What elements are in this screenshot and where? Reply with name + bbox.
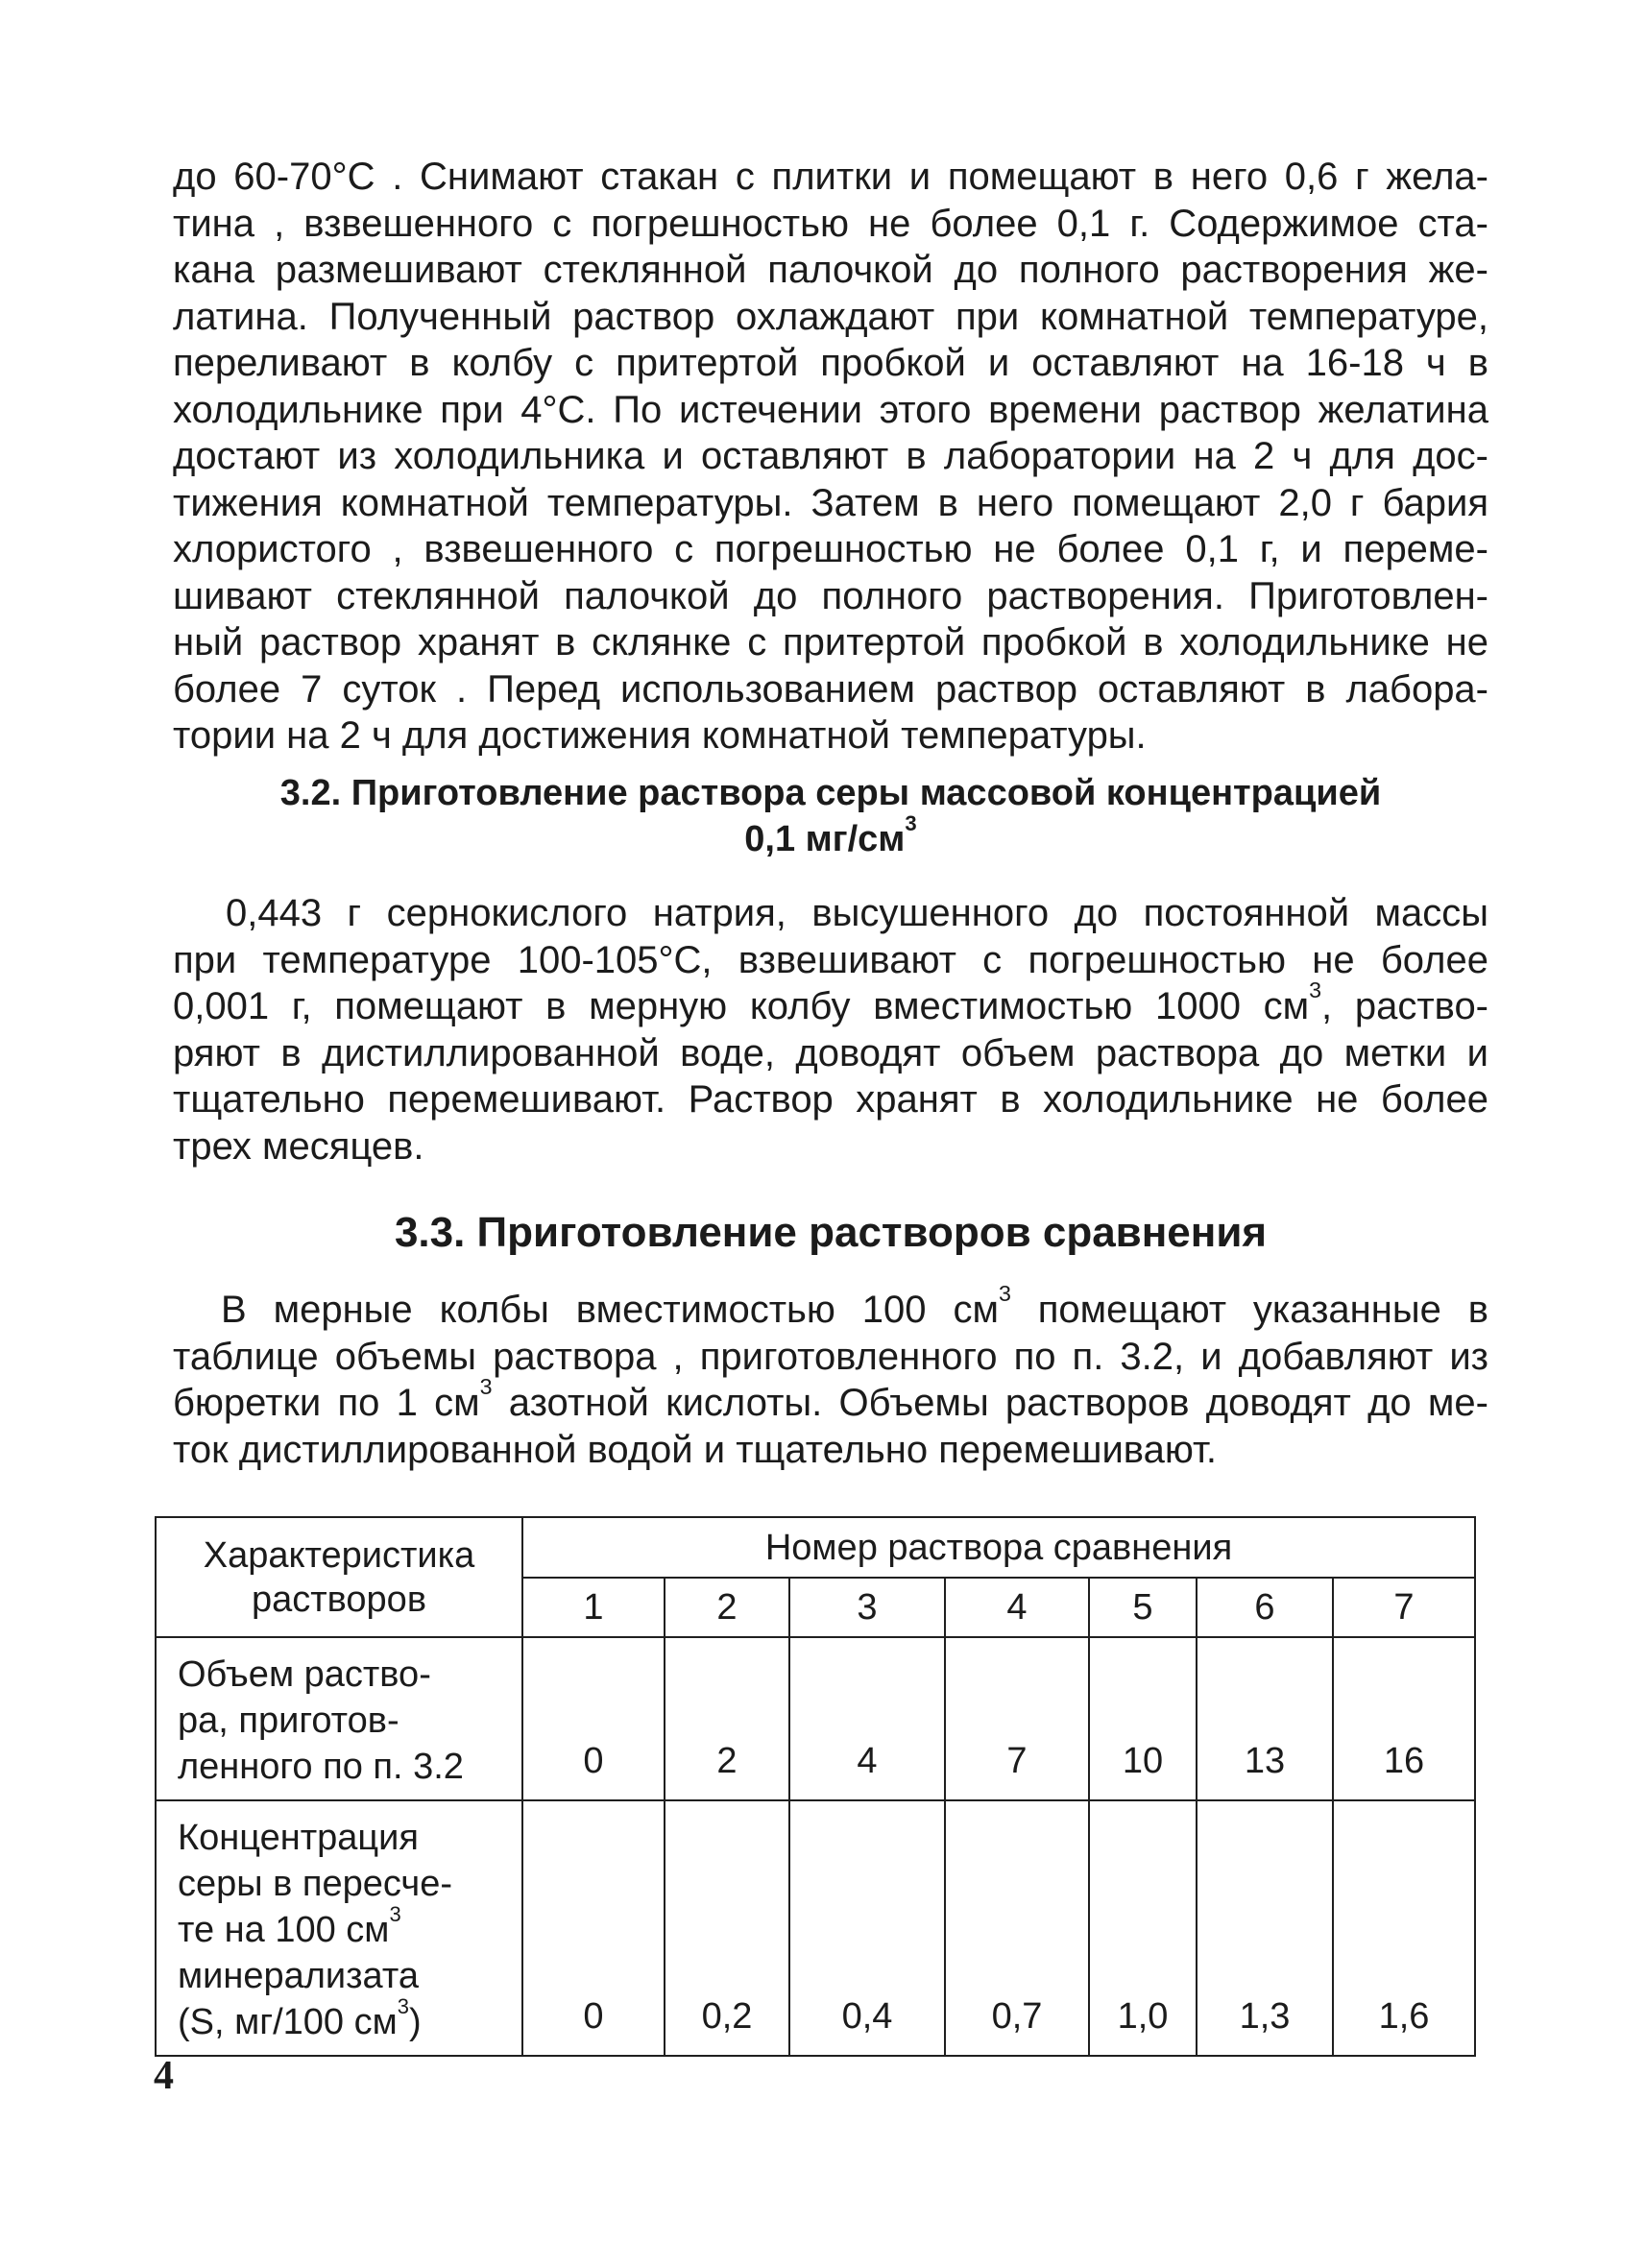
section-3-3-heading: 3.3. Приготовление растворов сравнения xyxy=(394,1209,1268,1256)
volume-value-cell: 2 xyxy=(665,1637,789,1800)
intro-line: латина. Полученный раствор охлаждают при комнатной температуре, xyxy=(173,295,1488,338)
section-3-2-line: 0,443 г сернокислого натрия, высушенного до постоянной массы xyxy=(226,892,1488,934)
intro-line: более 7 суток . Перед использованием раствор оставляют в лабора- xyxy=(173,667,1488,711)
section-3-3-line: ток дистиллированной водой и тщательно перемешивают. xyxy=(173,1428,1217,1471)
table-row xyxy=(156,1637,1475,1800)
concentration-value-cell: 1,0 xyxy=(1089,1800,1197,2056)
intro-line: тижения комнатной температуры. Затем в него помещают 2,0 г бария xyxy=(173,481,1488,524)
solution-number-cell: 6 xyxy=(1197,1578,1333,1637)
table-row-label: Объем раство- ра, приготов- ленного по п. 3.2 xyxy=(156,1637,522,1800)
table-row-label: Концентрация серы в пересче- те на 100 $см^3$ минерализата (S, мг/100 $см^3$) xyxy=(156,1800,522,2056)
table-group-header: Номер раствора сравнения xyxy=(522,1517,1475,1578)
intro-line: шивают стеклянной палочкой до полного растворения. Приготовлен- xyxy=(173,574,1488,617)
section-3-3-line: бюретки по 1 $см^3$ азотной кислоты. Объемы растворов доводят до ме- xyxy=(173,1373,1488,1424)
concentration-value-cell: 1,6 xyxy=(1333,1800,1475,2056)
solution-number-cell: 3 xyxy=(789,1578,945,1637)
section-3-2-heading xyxy=(173,770,1488,862)
section-3-2-line: ряют в дистиллированной воде, доводят объем раствора до метки и xyxy=(173,1031,1488,1074)
intro-line: холодильнике при 4°С. По истечении этого времени раствор желатина xyxy=(173,388,1488,431)
table-row xyxy=(156,1800,1475,2056)
intro-line: ный раствор хранят в склянке с притертой пробкой в холодильнике не xyxy=(173,621,1488,664)
solution-number-cell: 1 xyxy=(522,1578,665,1637)
intro-line: достают из холодильника и оставляют в лаборатории на 2 ч для дос- xyxy=(173,435,1488,477)
intro-paragraph xyxy=(173,154,1488,760)
intro-line: переливают в колбу с притертой пробкой и оставляют на 16-18 ч в xyxy=(173,342,1488,384)
page-number: 4 xyxy=(154,2054,174,2098)
solution-number-cell: 7 xyxy=(1333,1578,1475,1637)
solution-number-cell: 4 xyxy=(945,1578,1089,1637)
section-3-2-heading-line1: 3.2. Приготовление раствора серы массовой концентрацией xyxy=(279,773,1382,813)
concentration-value-cell: 1,3 xyxy=(1197,1800,1333,2056)
section-3-2-paragraph xyxy=(173,890,1488,1170)
section-3-2-line: 0,001 г, помещают в мерную колбу вместимостью 1000 $см^3$, раство- xyxy=(173,977,1489,1027)
intro-line: тории на 2 ч для достижения комнатной температуры. xyxy=(173,714,1147,757)
volume-value-cell: 16 xyxy=(1333,1637,1475,1800)
comparison-solutions-table xyxy=(155,1516,1476,2057)
section-3-2-line: трех месяцев. xyxy=(173,1124,424,1168)
concentration-value-cell: 0,7 xyxy=(945,1800,1089,2056)
volume-value-cell: 10 xyxy=(1089,1637,1197,1800)
solution-number-cell: 5 xyxy=(1089,1578,1197,1637)
concentration-value-cell: 0,4 xyxy=(789,1800,945,2056)
volume-value-cell: 7 xyxy=(945,1637,1089,1800)
intro-line: хлористого , взвешенного с погрешностью не более 0,1 г, и переме- xyxy=(173,528,1488,570)
solution-number-cell: 2 xyxy=(665,1578,789,1637)
volume-value-cell: 4 xyxy=(789,1637,945,1800)
section-3-2-line: тщательно перемешивают. Раствор хранят в холодильнике не более xyxy=(173,1078,1488,1121)
section-3-3-paragraph xyxy=(173,1280,1489,1473)
section-3-3-line: В мерные колбы вместимостью 100 $см^3$ помещают указанные в xyxy=(221,1280,1489,1331)
section-3-3-line: таблице объемы раствора , приготовленного по п. 3.2, и добавляют из xyxy=(173,1335,1488,1378)
intro-line: до 60-70°С . Снимают стакан с плитки и помещают в него 0,6 г жела- xyxy=(173,156,1488,198)
concentration-value-cell: 0 xyxy=(522,1800,665,2056)
section-3-2-line: при температуре 100-105°С, взвешивают с погрешностью не более xyxy=(173,938,1488,981)
section-3-2-heading-line2: 0,1 $мг/см^3$ xyxy=(744,811,917,859)
intro-line: тина , взвешенного с погрешностью не более 0,1 г. Содержимое ста- xyxy=(173,202,1488,245)
concentration-value-cell: 0,2 xyxy=(665,1800,789,2056)
intro-line: кана размешивают стеклянной палочкой до полного растворения же- xyxy=(173,249,1488,291)
table-corner-header: Характеристика растворов xyxy=(156,1517,522,1637)
volume-value-cell: 13 xyxy=(1197,1637,1333,1800)
volume-value-cell: 0 xyxy=(522,1637,665,1800)
